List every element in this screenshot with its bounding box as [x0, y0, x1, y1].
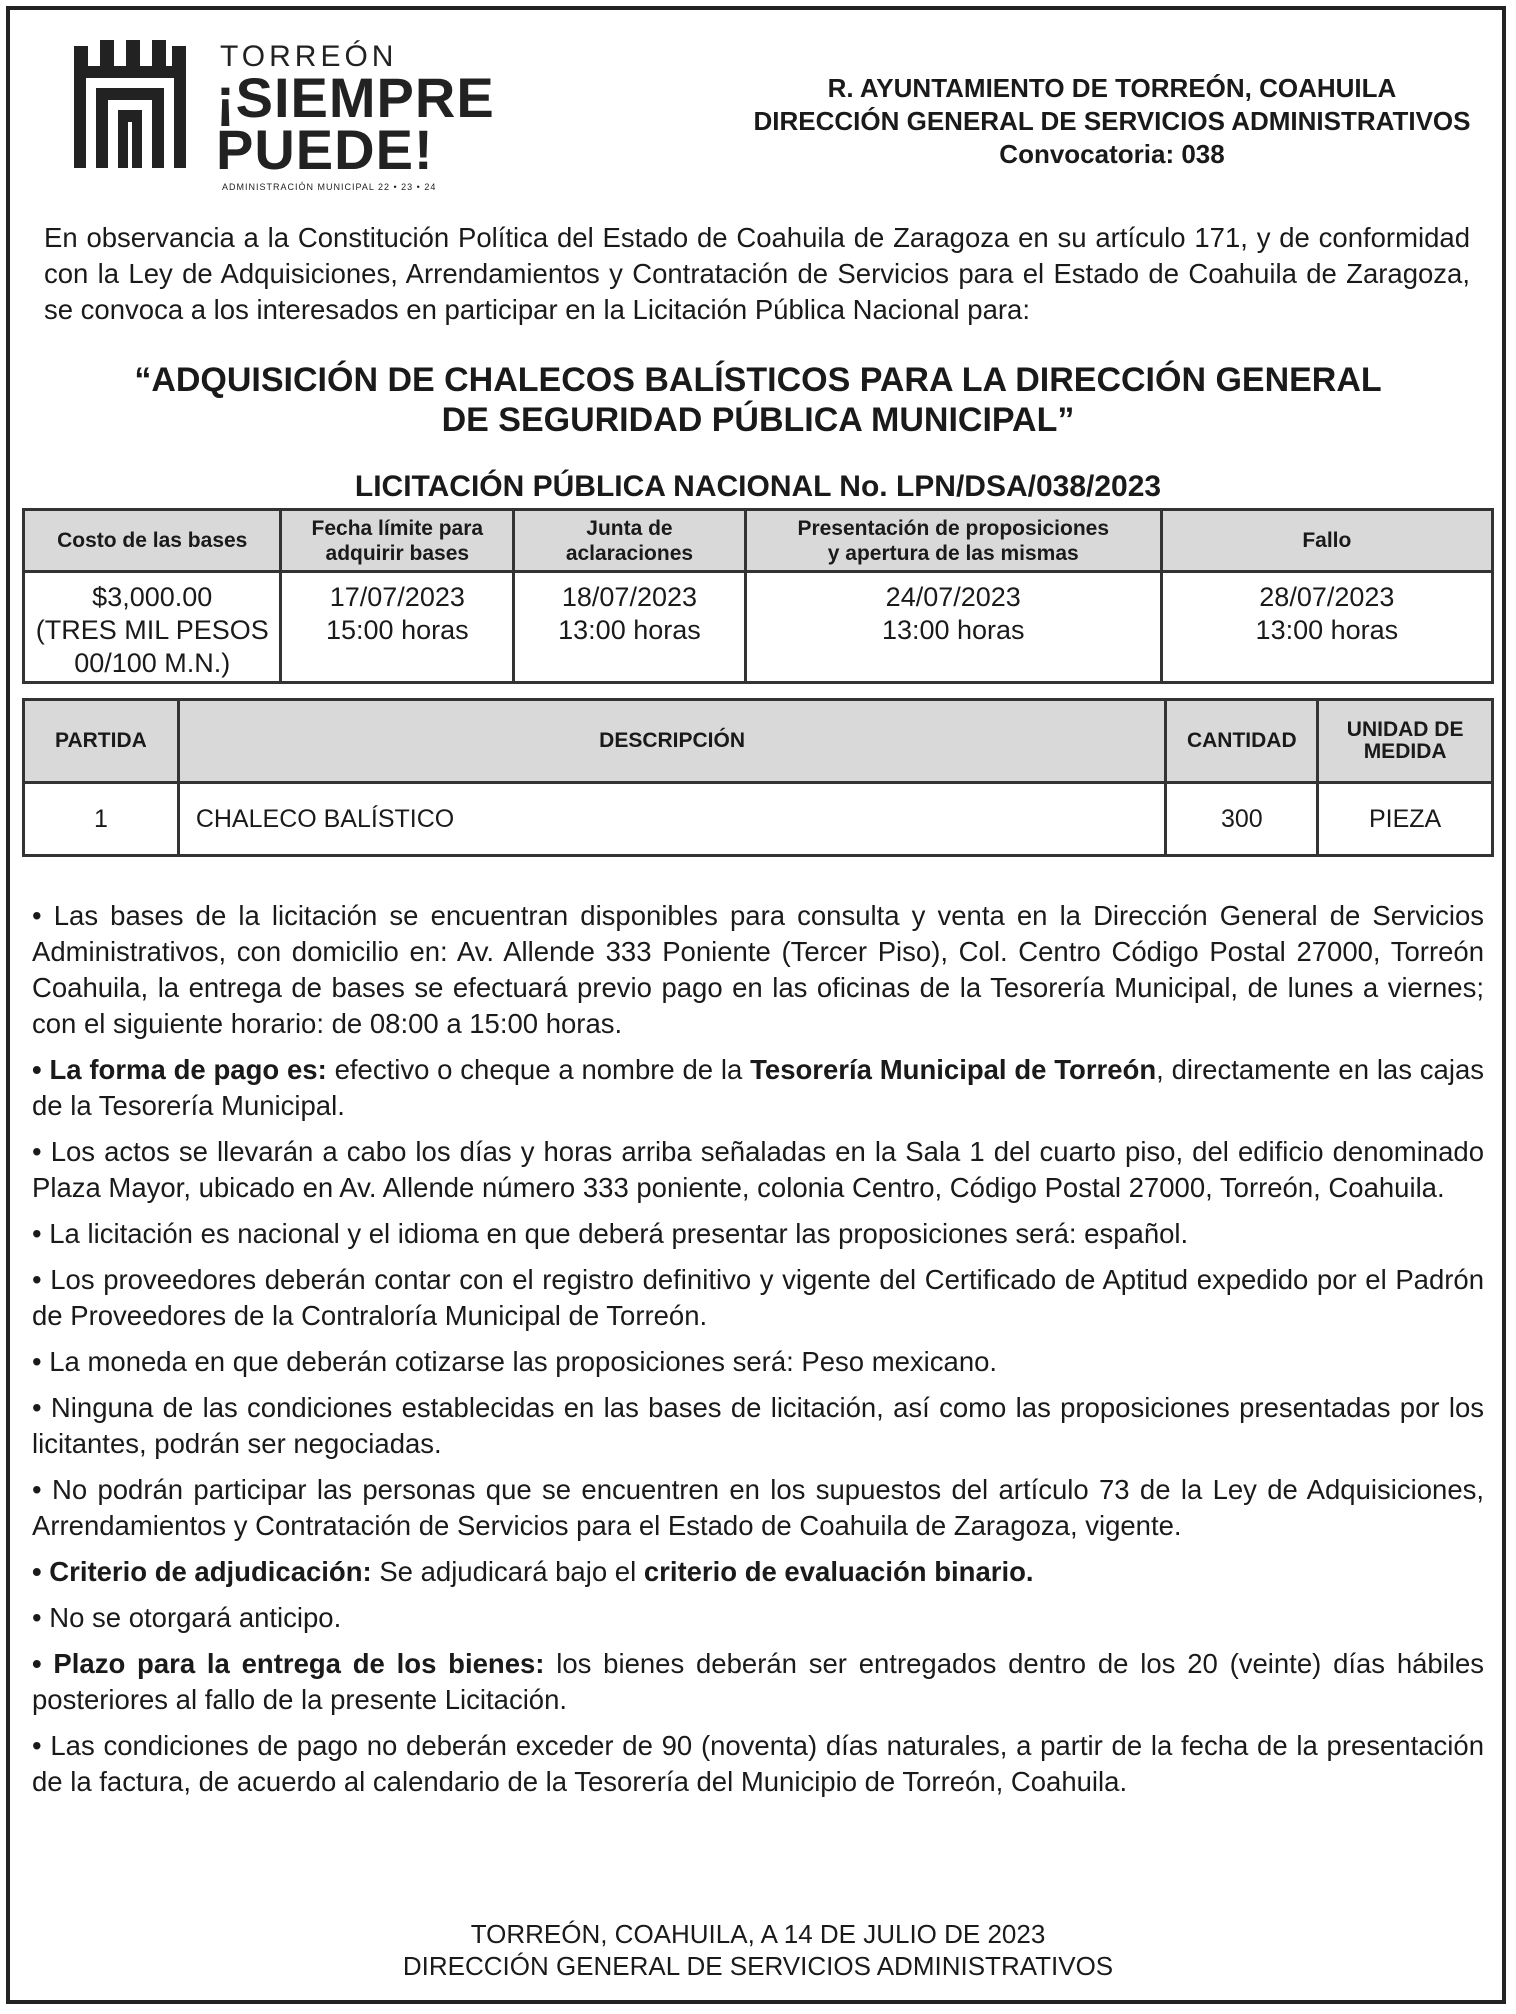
schedule-data-row	[24, 572, 1493, 683]
header-line1: R. AYUNTAMIENTO DE TORREÓN, COAHUILA	[827, 73, 1397, 103]
cell-junta: 18/07/2023 13:00 horas	[514, 572, 746, 683]
header-junta: Junta de aclaraciones	[514, 510, 746, 572]
logo-slogan-line2: PUEDE!	[216, 118, 434, 181]
header-costo: Costo de las bases	[24, 510, 281, 572]
list-item: • Los actos se llevarán a cabo los días y horas arriba señaladas en la Sala 1 del cuarto piso, del edificio denominado Plaza Mayor, ubicado en Av. Allende número 333 poniente, colonia Centro, Código Postal 27000, Torreón, Coahuila.	[32, 1136, 1484, 1203]
logo-city-name: TORREÓN	[220, 40, 398, 73]
list-item: • Los proveedores deberán contar con el registro definitivo y vigente del Certificado de Aptitud expedido por el Padrón de Proveedores de la Contraloría Municipal de Torreón.	[32, 1264, 1484, 1331]
header-partida: PARTIDA	[24, 700, 179, 783]
list-item: • La licitación es nacional y el idioma en que deberá presentar las proposiciones será: español.	[32, 1218, 1189, 1249]
table-row	[24, 783, 1493, 856]
cell-unidad: PIEZA	[1318, 783, 1493, 856]
list-item: • La moneda en que deberán cotizarse las proposiciones será: Peso mexicano.	[32, 1346, 998, 1377]
header-unidad: UNIDAD DE MEDIDA	[1318, 700, 1493, 783]
header-cantidad: CANTIDAD	[1166, 700, 1318, 783]
list-item: • Criterio de adjudicación: Se adjudicará bajo el criterio de evaluación binario.	[32, 1556, 1034, 1587]
cell-cantidad: 300	[1166, 783, 1318, 856]
conditions-list	[32, 898, 1484, 1810]
header-fallo: Fallo	[1161, 510, 1492, 572]
document-footer	[100, 1918, 1416, 1982]
schedule-header-row	[24, 510, 1493, 572]
items-table	[22, 698, 1494, 857]
list-item: • No se otorgará anticipo.	[32, 1602, 342, 1633]
header-presentacion: Presentación de proposiciones y apertura de las mismas	[745, 510, 1161, 572]
list-item: • Ninguna de las condiciones establecidas en las bases de licitación, así como las proposiciones presentadas por los licitantes, podrán ser negociadas.	[32, 1392, 1484, 1459]
list-item: • Plazo para la entrega de los bienes: los bienes deberán ser entregados dentro de los 20 (veinte) días hábiles posteriores al fallo de la presente Licitación.	[32, 1648, 1484, 1715]
header-line2: DIRECCIÓN GENERAL DE SERVICIOS ADMINISTRATIVOS	[753, 106, 1471, 136]
tender-title-line2: DE SEGURIDAD PÚBLICA MUNICIPAL”	[441, 401, 1075, 439]
document-header	[752, 72, 1472, 171]
tender-title	[100, 360, 1416, 440]
logo-admin-text: ADMINISTRACIÓN MUNICIPAL 22 • 23 • 24	[222, 182, 437, 192]
cell-fallo: 28/07/2023 13:00 horas	[1161, 572, 1492, 683]
list-item: • La forma de pago es: efectivo o cheque a nombre de la Tesorería Municipal de Torreón, directamente en las cajas de la Tesorería Municipal.	[32, 1054, 1484, 1121]
header-fecha-limite: Fecha límite para adquirir bases	[281, 510, 514, 572]
cell-descripcion: CHALECO BALÍSTICO	[178, 783, 1166, 856]
footer-date: TORREÓN, COAHUILA, A 14 DE JULIO DE 2023	[470, 1919, 1046, 1949]
header-descripcion: DESCRIPCIÓN	[178, 700, 1166, 783]
cell-presentacion: 24/07/2023 13:00 horas	[745, 572, 1161, 683]
header-convocatoria: Convocatoria: 038	[999, 139, 1225, 169]
torreon-castle-logo-icon	[74, 40, 186, 168]
cell-partida: 1	[24, 783, 179, 856]
schedule-table	[22, 508, 1494, 684]
items-header-row	[24, 700, 1493, 783]
logo-slogan-line1: ¡SIEMPRE	[216, 66, 495, 129]
cell-fecha-limite: 17/07/2023 15:00 horas	[281, 572, 514, 683]
intro-paragraph: En observancia a la Constitución Política del Estado de Coahuila de Zaragoza en su artículo 171, y de conformidad con la Ley de Adquisiciones, Arrendamientos y Contratación de Servicios para el Estado de Coahuila de Zaragoza, se convoca a los interesados en participar en la Licitación Pública Nacional para:	[44, 222, 1470, 325]
list-item: • Las bases de la licitación se encuentran disponibles para consulta y venta en la Dirección General de Servicios Administrativos, con domicilio en: Av. Allende 333 Poniente (Tercer Piso), Col. Centro Código Postal 27000, Torreón Coahuila, la entrega de bases se efectuará previo pago en las oficinas de la Tesorería Municipal, de lunes a viernes; con el siguiente horario: de 08:00 a 15:00 horas.	[32, 900, 1484, 1039]
list-item: • Las condiciones de pago no deberán exceder de 90 (noventa) días naturales, a partir de la fecha de la presentación de la factura, de acuerdo al calendario de la Tesorería del Municipio de Torreón, Coahuila.	[32, 1730, 1484, 1797]
list-item: • No podrán participar las personas que se encuentren en los supuestos del artículo 73 de la Ley de Adquisiciones, Arrendamientos y Contratación de Servicios para el Estado de Coahuila de Zaragoza, vigente.	[32, 1474, 1484, 1541]
tender-title-line1: “ADQUISICIÓN DE CHALECOS BALÍSTICOS PARA LA DIRECCIÓN GENERAL	[134, 361, 1382, 399]
tender-number: LICITACIÓN PÚBLICA NACIONAL No. LPN/DSA/038/2023	[354, 470, 1162, 503]
cell-costo: $3,000.00 (TRES MIL PESOS 00/100 M.N.)	[24, 572, 281, 683]
logo-slogan	[216, 66, 516, 181]
footer-department: DIRECCIÓN GENERAL DE SERVICIOS ADMINISTRATIVOS	[402, 1951, 1114, 1981]
